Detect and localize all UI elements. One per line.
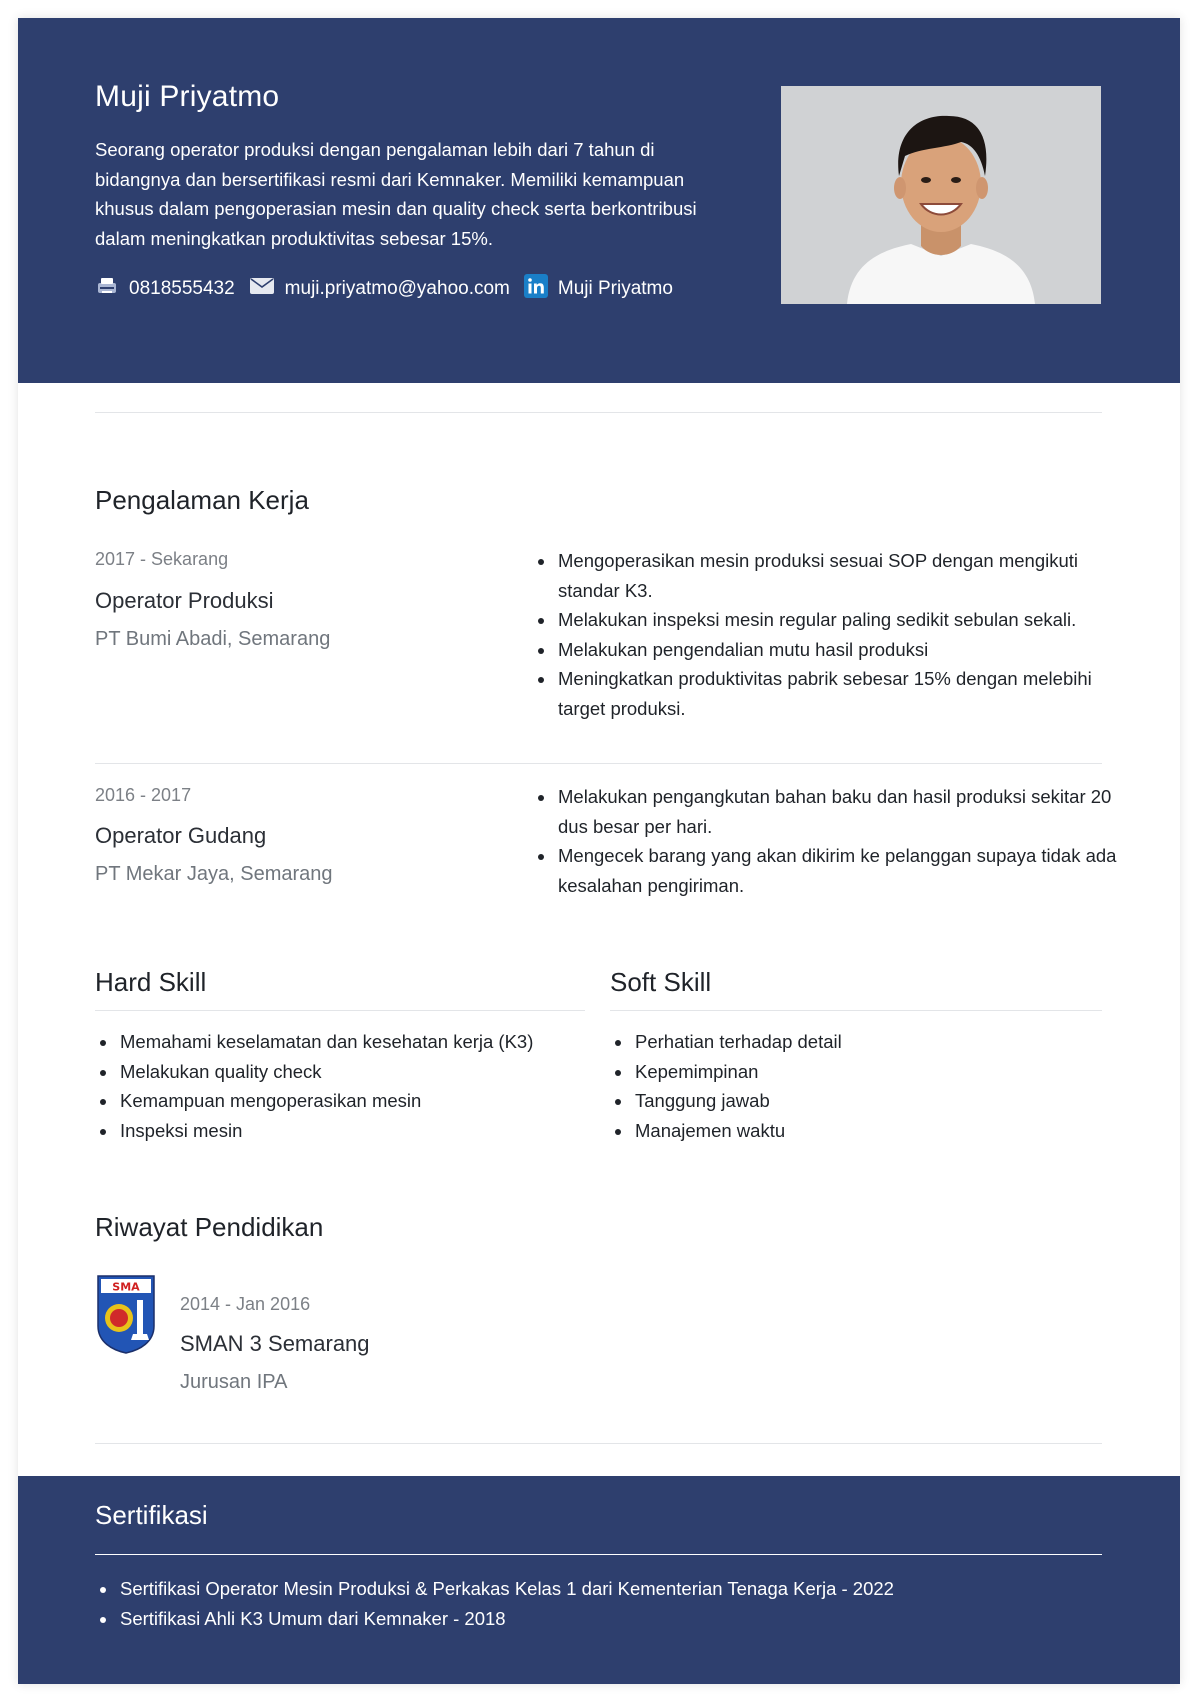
job-company: PT Bumi Abadi, Semarang bbox=[95, 628, 331, 650]
divider bbox=[95, 1443, 1102, 1444]
school-name: SMAN 3 Semarang bbox=[180, 1331, 370, 1356]
contact-bar bbox=[95, 273, 687, 305]
profile-photo bbox=[781, 86, 1101, 304]
profile-summary: Seorang operator produksi dengan pengalaman lebih dari 7 tahun di bidangnya dan bersertifikasi resmi dari Kemnaker. Memiliki kemampuan khusus dalam pengoperasian mesin dan quality check serta berkontribusi dalam meningkatkan produktivitas sebesar 15%. bbox=[95, 139, 697, 249]
education-period: 2014 - Jan 2016 bbox=[180, 1294, 311, 1314]
list-item: • Melakukan inspeksi mesin regular paling sedikit sebulan sekali. bbox=[556, 605, 1131, 635]
resume-page bbox=[18, 18, 1180, 1684]
mail-icon bbox=[249, 276, 275, 302]
phone-icon bbox=[95, 274, 119, 304]
linkedin-icon bbox=[524, 274, 548, 304]
list-item: • Melakukan pengendalian mutu hasil produksi bbox=[556, 635, 1131, 665]
job-period: 2017 - Sekarang bbox=[95, 549, 229, 569]
list-item: • Tanggung jawab bbox=[633, 1086, 1123, 1116]
divider bbox=[95, 763, 1102, 764]
experience-title: Pengalaman Kerja bbox=[95, 485, 309, 515]
phone-number[interactable]: 0818555432 bbox=[129, 278, 235, 299]
job-period: 2016 - 2017 bbox=[95, 785, 192, 805]
certification-list bbox=[95, 1574, 1118, 1633]
linkedin-name[interactable]: Muji Priyatmo bbox=[557, 278, 673, 299]
list-item: • Manajemen waktu bbox=[633, 1116, 1123, 1146]
job-role: Operator Produksi bbox=[95, 588, 274, 613]
list-item: • Perhatian terhadap detail bbox=[633, 1027, 1123, 1057]
list-item: • Sertifikasi Operator Mesin Produksi & Perkakas Kelas 1 dari Kementerian Tenaga Kerja - 2022 bbox=[118, 1574, 1118, 1604]
job-company: PT Mekar Jaya, Semarang bbox=[95, 863, 333, 885]
divider bbox=[95, 412, 1102, 413]
list-item: • Melakukan pengangkutan bahan baku dan hasil produksi sekitar 20 dus besar per hari. bbox=[556, 782, 1131, 841]
school-major: Jurusan IPA bbox=[180, 1371, 288, 1393]
list-item: • Kemampuan mengoperasikan mesin bbox=[118, 1086, 608, 1116]
candidate-name: Muji Priyatmo bbox=[95, 80, 280, 113]
job-duties bbox=[533, 782, 1131, 900]
divider bbox=[95, 1554, 1102, 1555]
certification-section bbox=[18, 1476, 1180, 1684]
job-role: Operator Gudang bbox=[95, 823, 267, 848]
school-logo bbox=[95, 1274, 157, 1354]
resume-header bbox=[18, 18, 1180, 383]
soft-skill-list bbox=[610, 1027, 1123, 1145]
school-logo-text: SMA bbox=[112, 1280, 140, 1294]
list-item: • Kepemimpinan bbox=[633, 1057, 1123, 1087]
certification-title: Sertifikasi bbox=[95, 1500, 208, 1530]
job-duties bbox=[533, 546, 1131, 723]
email-address[interactable]: muji.priyatmo@yahoo.com bbox=[284, 278, 510, 299]
contact-phone bbox=[95, 274, 235, 304]
list-item: • Inspeksi mesin bbox=[118, 1116, 608, 1146]
soft-skill-title: Soft Skill bbox=[610, 967, 712, 997]
list-item: • Meningkatkan produktivitas pabrik sebesar 15% dengan melebihi target produksi. bbox=[556, 664, 1131, 723]
list-item: • Mengecek barang yang akan dikirim ke pelanggan supaya tidak ada kesalahan pengiriman. bbox=[556, 841, 1131, 900]
list-item: • Sertifikasi Ahli K3 Umum dari Kemnaker - 2018 bbox=[118, 1604, 1118, 1634]
hard-skill-title: Hard Skill bbox=[95, 967, 207, 997]
contact-email bbox=[249, 276, 510, 302]
list-item: • Melakukan quality check bbox=[118, 1057, 608, 1087]
education-title: Riwayat Pendidikan bbox=[95, 1212, 324, 1242]
hard-skill-list bbox=[95, 1027, 608, 1145]
divider bbox=[95, 1010, 585, 1011]
contact-linkedin bbox=[524, 274, 673, 304]
list-item: • Mengoperasikan mesin produksi sesuai SOP dengan mengikuti standar K3. bbox=[556, 546, 1131, 605]
divider bbox=[610, 1010, 1102, 1011]
list-item: • Memahami keselamatan dan kesehatan kerja (K3) bbox=[118, 1027, 608, 1057]
